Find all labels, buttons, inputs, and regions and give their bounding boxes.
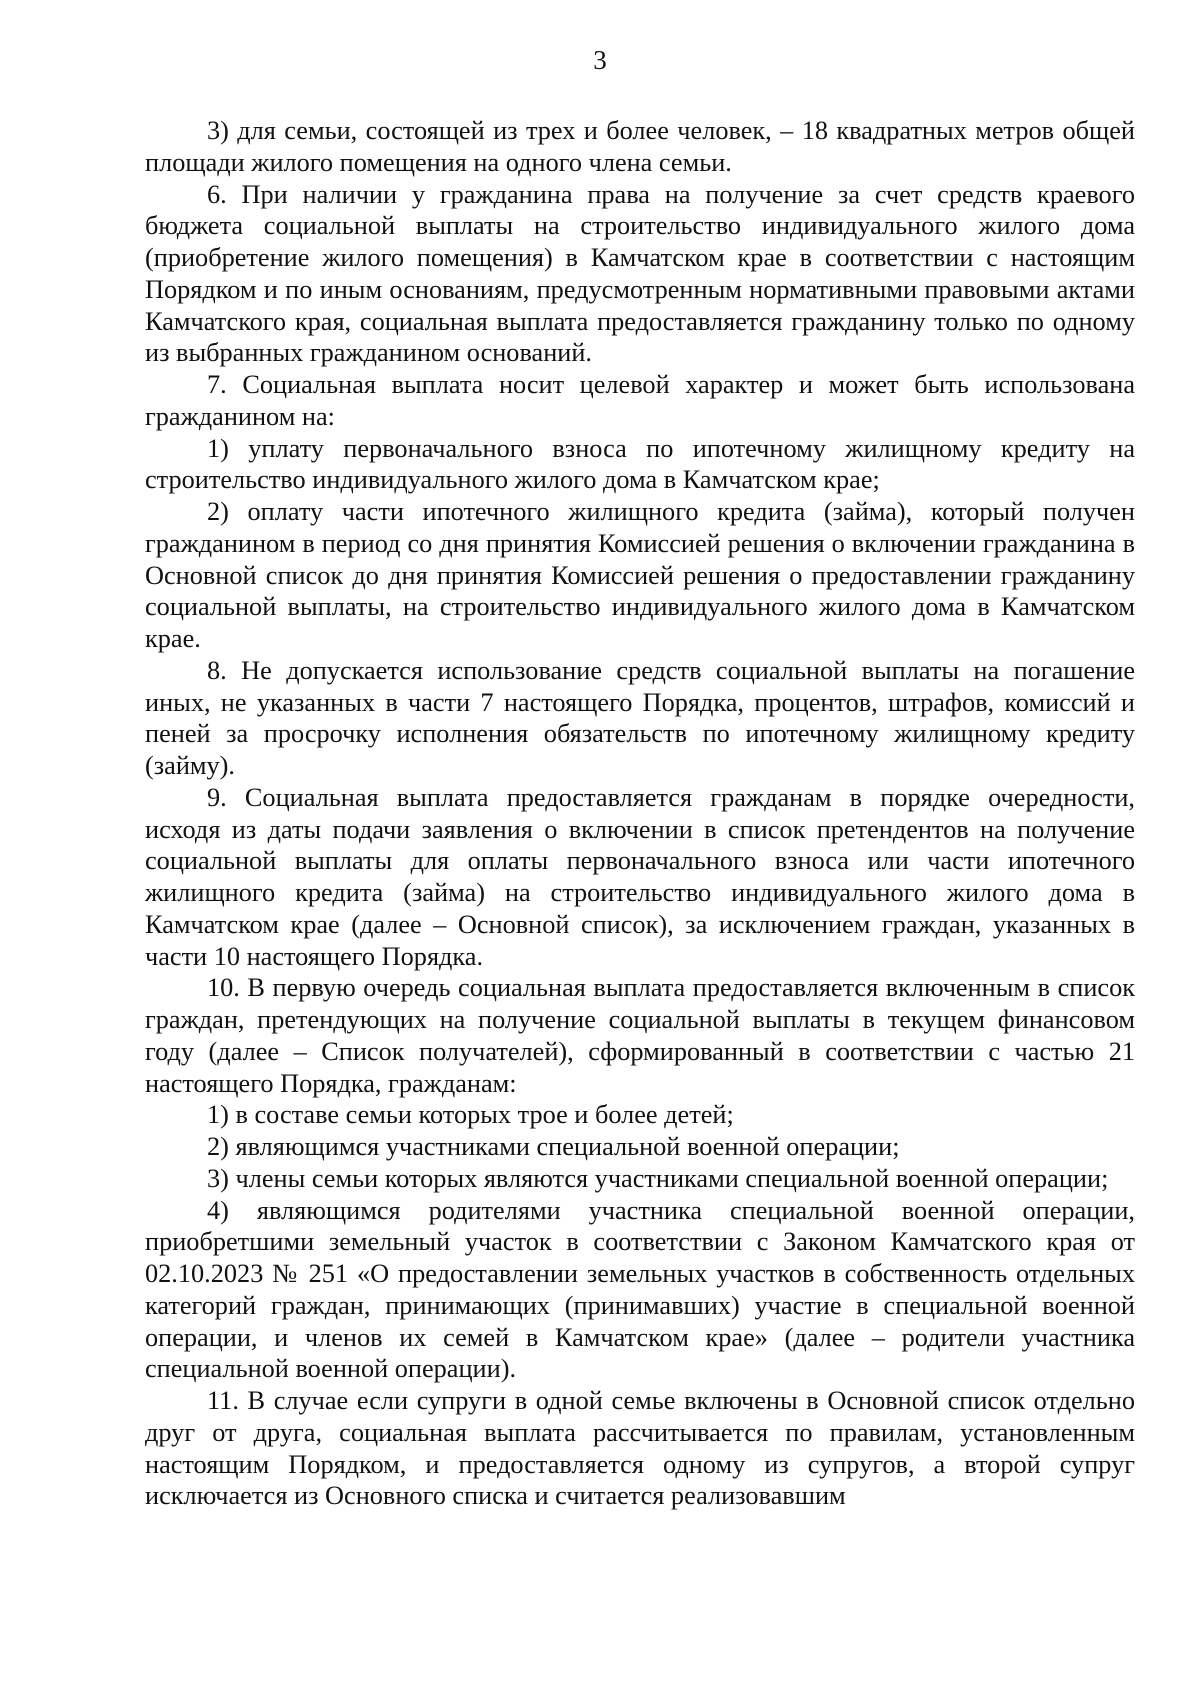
- paragraph-item-3-housing-norm: 3) для семьи, состоящей из трех и более человек, – 18 квадратных метров общей площади жилого помещения на одного члена семьи.: [145, 116, 1135, 177]
- document-body: [145, 115, 1135, 1512]
- paragraph-9: 9. Социальная выплата предоставляется гражданам в порядке очередности, исходя из даты подачи заявления о включении в список претендентов на получение социальной выплаты для оплаты первоначального взноса или части ипотечного жилищного кредита (займа) на строительство индивидуального жилого дома в Камчатском крае (далее – Основной список), за исключением граждан, указанных в части 10 настоящего Порядка.: [145, 782, 1135, 971]
- paragraph-10-item-4: 4) являющимся родителями участника специальной военной операции, приобретшими земельный участок в соответствии с Законом Камчатского края от 02.10.2023 № 251 «О предоставлении земельных участков в собственность отдельных категорий граждан, принимающих (принимавших) участие в специальной военной операции, и членов их семей в Камчатском крае» (далее – родители участника специальной военной операции).: [145, 1195, 1135, 1384]
- paragraph-7-item-1: 1) уплату первоначального взноса по ипотечному жилищному кредиту на строительство индивидуального жилого дома в Камчатском крае;: [145, 433, 1135, 495]
- paragraph-10-item-2: 2) являющимся участниками специальной военной операции;: [207, 1132, 900, 1161]
- paragraph-7-item-2: 2) оплату части ипотечного жилищного кредита (займа), который получен гражданином в период со дня принятия Комиссией решения о включении гражданина в Основной список до дня принятия Комиссией решения о предоставлении гражданину социальной выплаты, на строительство индивидуального жилого дома в Камчатском крае.: [145, 497, 1135, 653]
- paragraph-10-item-3: 3) члены семьи которых являются участниками специальной военной операции;: [207, 1163, 1109, 1193]
- paragraph-6: 6. При наличии у гражданина права на получение за счет средств краевого бюджета социальной выплаты на строительство индивидуального жилого дома (приобретение жилого помещения) в Камчатском крае в соответствии с настоящим Порядком и по иным основаниям, предусмотренным нормативными правовыми актами Камчатского края, социальная выплата предоставляется гражданину только по одному из выбранных гражданином оснований.: [145, 179, 1135, 368]
- paragraph-11: 11. В случае если супруги в одной семье включены в Основной список отдельно друг от друга, социальная выплата рассчитывается по правилам, установленным настоящим Порядком, и предоставляется одному из супругов, а второй супруг исключается из Основного списка и считается реализовавшим: [145, 1386, 1135, 1511]
- page-number: 3: [593, 45, 607, 75]
- paragraph-7: 7. Социальная выплата носит целевой характер и может быть использована гражданином на:: [145, 370, 1135, 431]
- paragraph-10: 10. В первую очередь социальная выплата предоставляется включенным в список граждан, претендующих на получение социальной выплаты в текущем финансовом году (далее – Список получателей), сформированный в соответствии с частью 21 настоящего Порядка, гражданам:: [145, 973, 1135, 1098]
- paragraph-10-item-1: 1) в составе семьи которых трое и более детей;: [207, 1100, 734, 1130]
- paragraph-8: 8. Не допускается использование средств социальной выплаты на погашение иных, не указанных в части 7 настоящего Порядка, процентов, штрафов, комиссий и пеней за просрочку исполнения обязательств по ипотечному жилищному кредиту (займу).: [145, 655, 1135, 780]
